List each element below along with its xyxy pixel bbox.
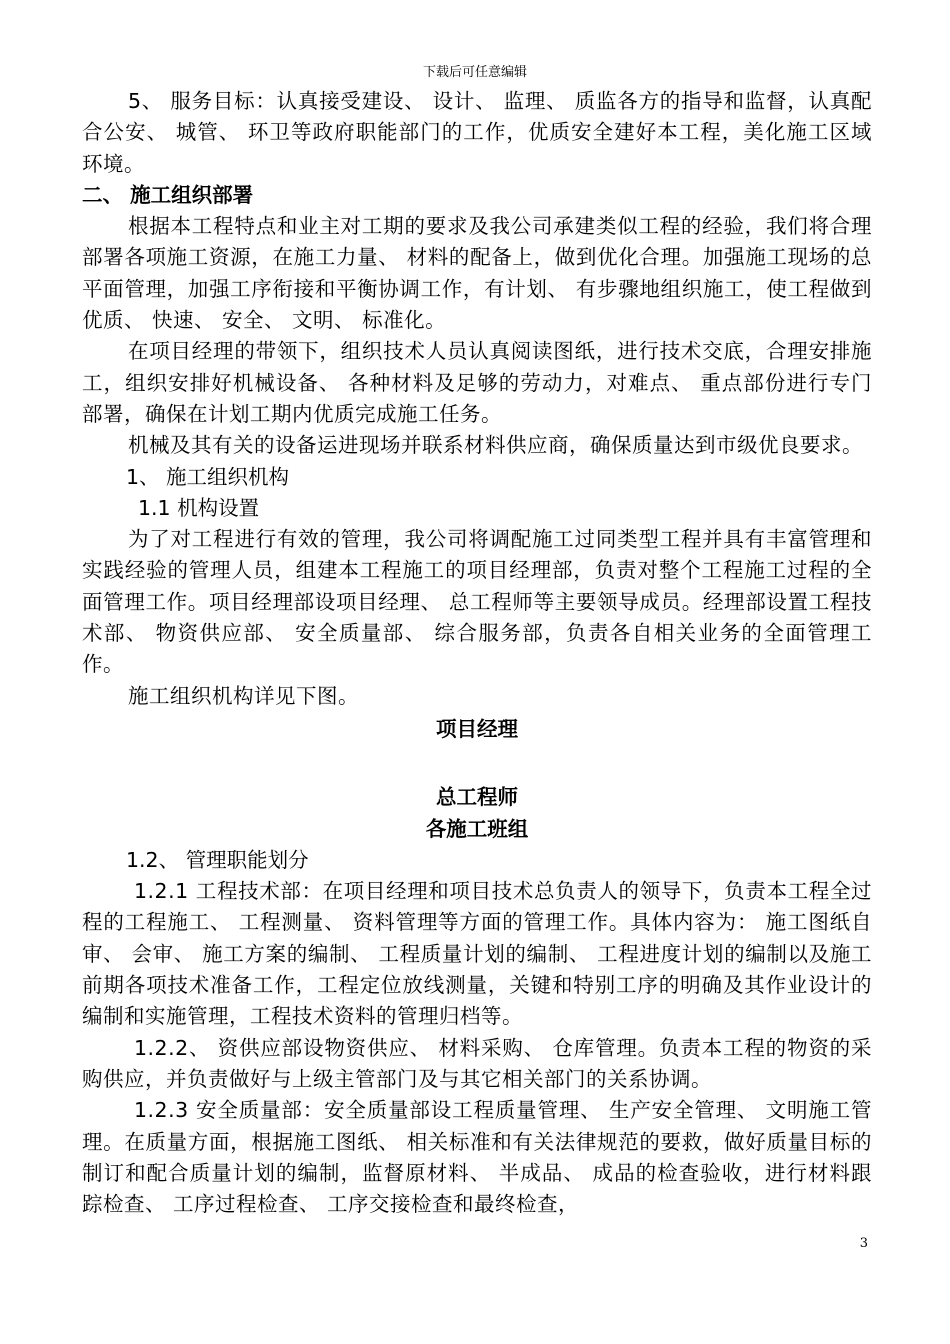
org-chart-gap xyxy=(82,745,872,782)
paragraph-see-chart: 施工组织机构详见下图。 xyxy=(128,683,359,708)
subheading-organization-setup: 1.1 机构设置 xyxy=(138,495,260,520)
page-header: 下载后可任意编辑 xyxy=(422,65,527,80)
org-chart-work-teams: 各施工班组 xyxy=(425,816,529,841)
subheading-management-functions: 1.2、 管理职能划分 xyxy=(126,847,309,872)
paragraph-organization-setup: 为了对工程进行有效的管理，我公司将调配施工过同类型工程并具有丰富管理和实践经验的管理人员，组建本工程施工的项目经理部，负责对整个工程施工过程的全面管理工作。项目经理部设项目经理、 总工程师等主要领导成员。经理部设置工程技术部、 物资供应部、 安全质量部、 综合服务部，负责各自相关业务的全面管理工作。 xyxy=(82,527,872,677)
paragraph-engineering-tech-dept: 1.2.1 工程技术部：在项目经理和项目技术总负责人的领导下，负责本工程全过程的工程施工、 工程测量、 资料管理等方面的管理工作。具体内容为： 施工图纸自审、 会审、 施工方案的编制、 工程质量计划的编制、 工程进度计划的编制以及施工前期各项技术准备工作，工程定位放线测量，关键和特别工序的明确及其作业设计的编制和实施管理，工程技术资料的管理归档等。 xyxy=(82,879,872,1029)
section-heading-construction-deployment: 二、 施工组织部署 xyxy=(82,182,254,207)
paragraph-safety-quality-dept: 1.2.3 安全质量部：安全质量部设工程质量管理、 生产安全管理、 文明施工管理。在质量方面，根据施工图纸、 相关标准和有关法律规范的要救，做好质量目标的制订和配合质量计划的编制，监督原材料、 半成品、 成品的检查验收，进行材料跟踪检查、 工序过程检查、 工序交接检查和最终检查， xyxy=(82,1098,872,1217)
document-body xyxy=(82,86,872,1220)
paragraph-service-goal: 5、 服务目标：认真接受建设、 设计、 监理、 质监各方的指导和监督，认真配合公安、 城管、 环卫等政府职能部门的工作，优质安全建好本工程，美化施工区域环境。 xyxy=(82,89,872,176)
paragraph-supply-dept: 1.2.2、 资供应部设物资供应、 材料采购、 仓库管理。负责本工程的物资的采购供应，并负责做好与上级主管部门及与其它相关部门的关系协调。 xyxy=(82,1035,872,1091)
org-chart-chief-engineer: 总工程师 xyxy=(436,785,518,810)
paragraph-project-manager-lead: 在项目经理的带领下，组织技术人员认真阅读图纸，进行技术交底，合理安排施工，组织安排好机械设备、 各种材料及足够的劳动力，对难点、 重点部份进行专门部署，确保在计划工期内优质完成施工任务。 xyxy=(82,339,872,426)
subheading-organization: 1、 施工组织机构 xyxy=(126,464,290,489)
paragraph-equipment-supply: 机械及其有关的设备运进现场并联系材料供应商，确保质量达到市级优良要求。 xyxy=(128,433,863,458)
org-chart-project-manager: 项目经理 xyxy=(436,716,518,741)
paragraph-deployment-overview: 根据本工程特点和业主对工期的要求及我公司承建类似工程的经验，我们将合理部署各项施工资源，在施工力量、 材料的配备上，做到优化合理。加强施工现场的总平面管理，加强工序衔接和平衡协调工作，有计划、 有步骤地组织施工，使工程做到优质、 快速、 安全、 文明、 标准化。 xyxy=(82,214,872,333)
page-number: 3 xyxy=(859,1236,868,1251)
